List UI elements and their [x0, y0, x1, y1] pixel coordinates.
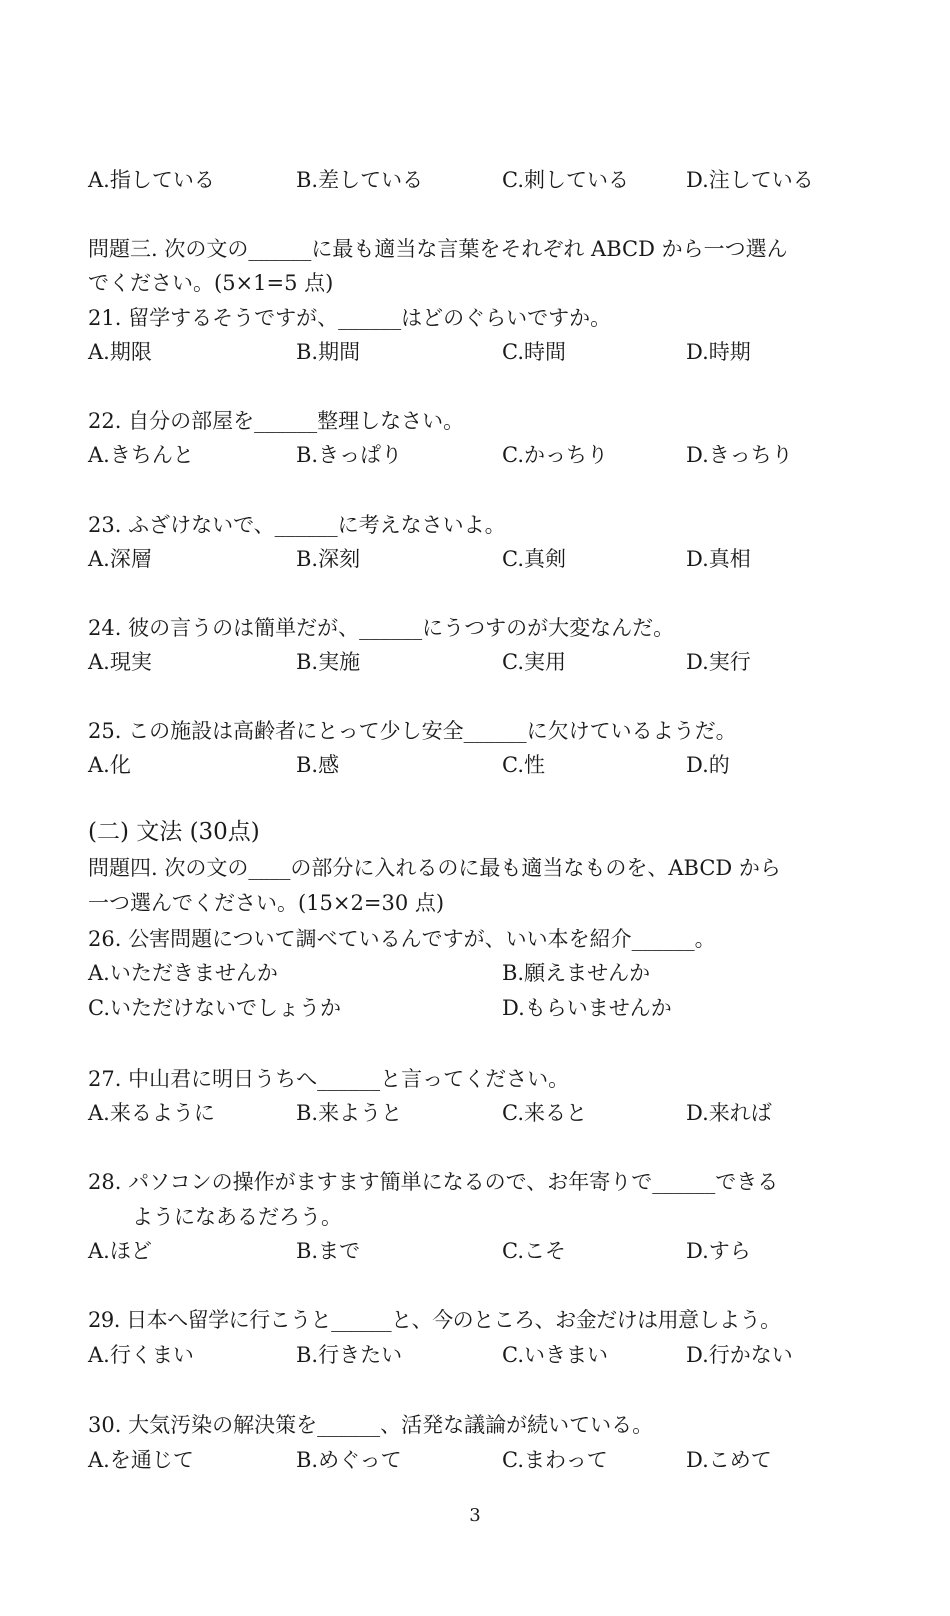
- q21-option-c: C.時間: [502, 340, 566, 364]
- q23-option-c: C.真剣: [502, 547, 566, 571]
- instruction-4-line2: 一つ選んでください。(15×2=30 点): [88, 891, 445, 915]
- q23-option-b: B.深刻: [296, 547, 361, 571]
- q30-option-b: B.めぐって: [296, 1448, 402, 1472]
- q25-option-d: D.的: [686, 753, 730, 777]
- question-21: 21. 留学するそうですが、______はどのぐらいですか。: [88, 306, 612, 330]
- option-b: B.差している: [296, 168, 424, 192]
- instruction-3-line2: でください。(5×1=5 点): [88, 271, 334, 295]
- q30-option-a: A.を通じて: [88, 1448, 194, 1472]
- page-number: 3: [469, 1505, 481, 1526]
- q22-option-b: B.きっぱり: [296, 443, 403, 467]
- q30-option-c: C.まわって: [502, 1448, 608, 1472]
- section-heading-grammar: (二) 文法 (30点): [88, 819, 260, 845]
- q25-option-a: A.化: [88, 753, 131, 777]
- q25-option-c: C.性: [502, 753, 545, 777]
- q26-option-d: D.もらいませんか: [502, 996, 672, 1020]
- q26-option-b: B.願えませんか: [502, 961, 651, 985]
- q24-option-c: C.実用: [502, 650, 566, 674]
- q28-option-d: D.すら: [686, 1239, 751, 1263]
- q28-option-c: C.こそ: [502, 1239, 566, 1263]
- question-22: 22. 自分の部屋を______整理しなさい。: [88, 409, 465, 433]
- q21-option-a: A.期限: [88, 340, 152, 364]
- q28-option-b: B.まで: [296, 1239, 361, 1263]
- q30-option-d: D.こめて: [686, 1448, 772, 1472]
- q24-option-d: D.実行: [686, 650, 751, 674]
- q25-option-b: B.感: [296, 753, 340, 777]
- question-28-line2: ようになあるだろう。: [132, 1205, 342, 1229]
- q26-option-c: C.いただけないでしょうか: [88, 996, 341, 1020]
- q29-option-c: C.いきまい: [502, 1343, 608, 1367]
- question-28-line1: 28. パソコンの操作がますます簡単になるので、お年寄りで______できる: [88, 1170, 779, 1194]
- q22-option-c: C.かっちり: [502, 443, 608, 467]
- q27-option-d: D.来れば: [686, 1101, 772, 1125]
- question-24: 24. 彼の言うのは簡単だが、______にうつすのが大変なんだ。: [88, 616, 675, 640]
- q24-option-b: B.実施: [296, 650, 361, 674]
- option-c: C.刺している: [502, 168, 629, 192]
- question-23: 23. ふざけないで、______に考えなさいよ。: [88, 513, 506, 537]
- question-26: 26. 公害問題について調べているんですが、いい本を紹介______。: [88, 927, 716, 951]
- instruction-3-line1: 問題三. 次の文の______に最も適当な言葉をそれぞれ ABCD から一つ選ん: [88, 237, 788, 261]
- q27-option-b: B.来ようと: [296, 1101, 403, 1125]
- q23-option-a: A.深層: [88, 547, 152, 571]
- question-29: 29. 日本へ留学に行こうと______と、今のところ、お金だけは用意しよう。: [88, 1308, 781, 1332]
- q23-option-d: D.真相: [686, 547, 751, 571]
- q29-option-d: D.行かない: [686, 1343, 793, 1367]
- q21-option-d: D.時期: [686, 340, 751, 364]
- q22-option-d: D.きっちり: [686, 443, 793, 467]
- q27-option-a: A.来るように: [88, 1101, 215, 1125]
- q22-option-a: A.きちんと: [88, 443, 194, 467]
- instruction-4-line1: 問題四. 次の文の____の部分に入れるのに最も適当なものを、ABCD から: [88, 856, 781, 880]
- option-d: D.注している: [686, 168, 814, 192]
- question-25: 25. この施設は高齢者にとって少し安全______に欠けているようだ。: [88, 719, 737, 743]
- question-27: 27. 中山君に明日うちへ______と言ってください。: [88, 1067, 570, 1091]
- q28-option-a: A.ほど: [88, 1239, 152, 1263]
- q27-option-c: C.来ると: [502, 1101, 587, 1125]
- q24-option-a: A.現実: [88, 650, 152, 674]
- q21-option-b: B.期間: [296, 340, 361, 364]
- question-30: 30. 大気汚染の解決策を______、活発な議論が続いている。: [88, 1413, 654, 1437]
- q26-option-a: A.いただきませんか: [88, 961, 278, 985]
- q29-option-a: A.行くまい: [88, 1343, 194, 1367]
- q29-option-b: B.行きたい: [296, 1343, 403, 1367]
- option-a: A.指している: [88, 168, 215, 192]
